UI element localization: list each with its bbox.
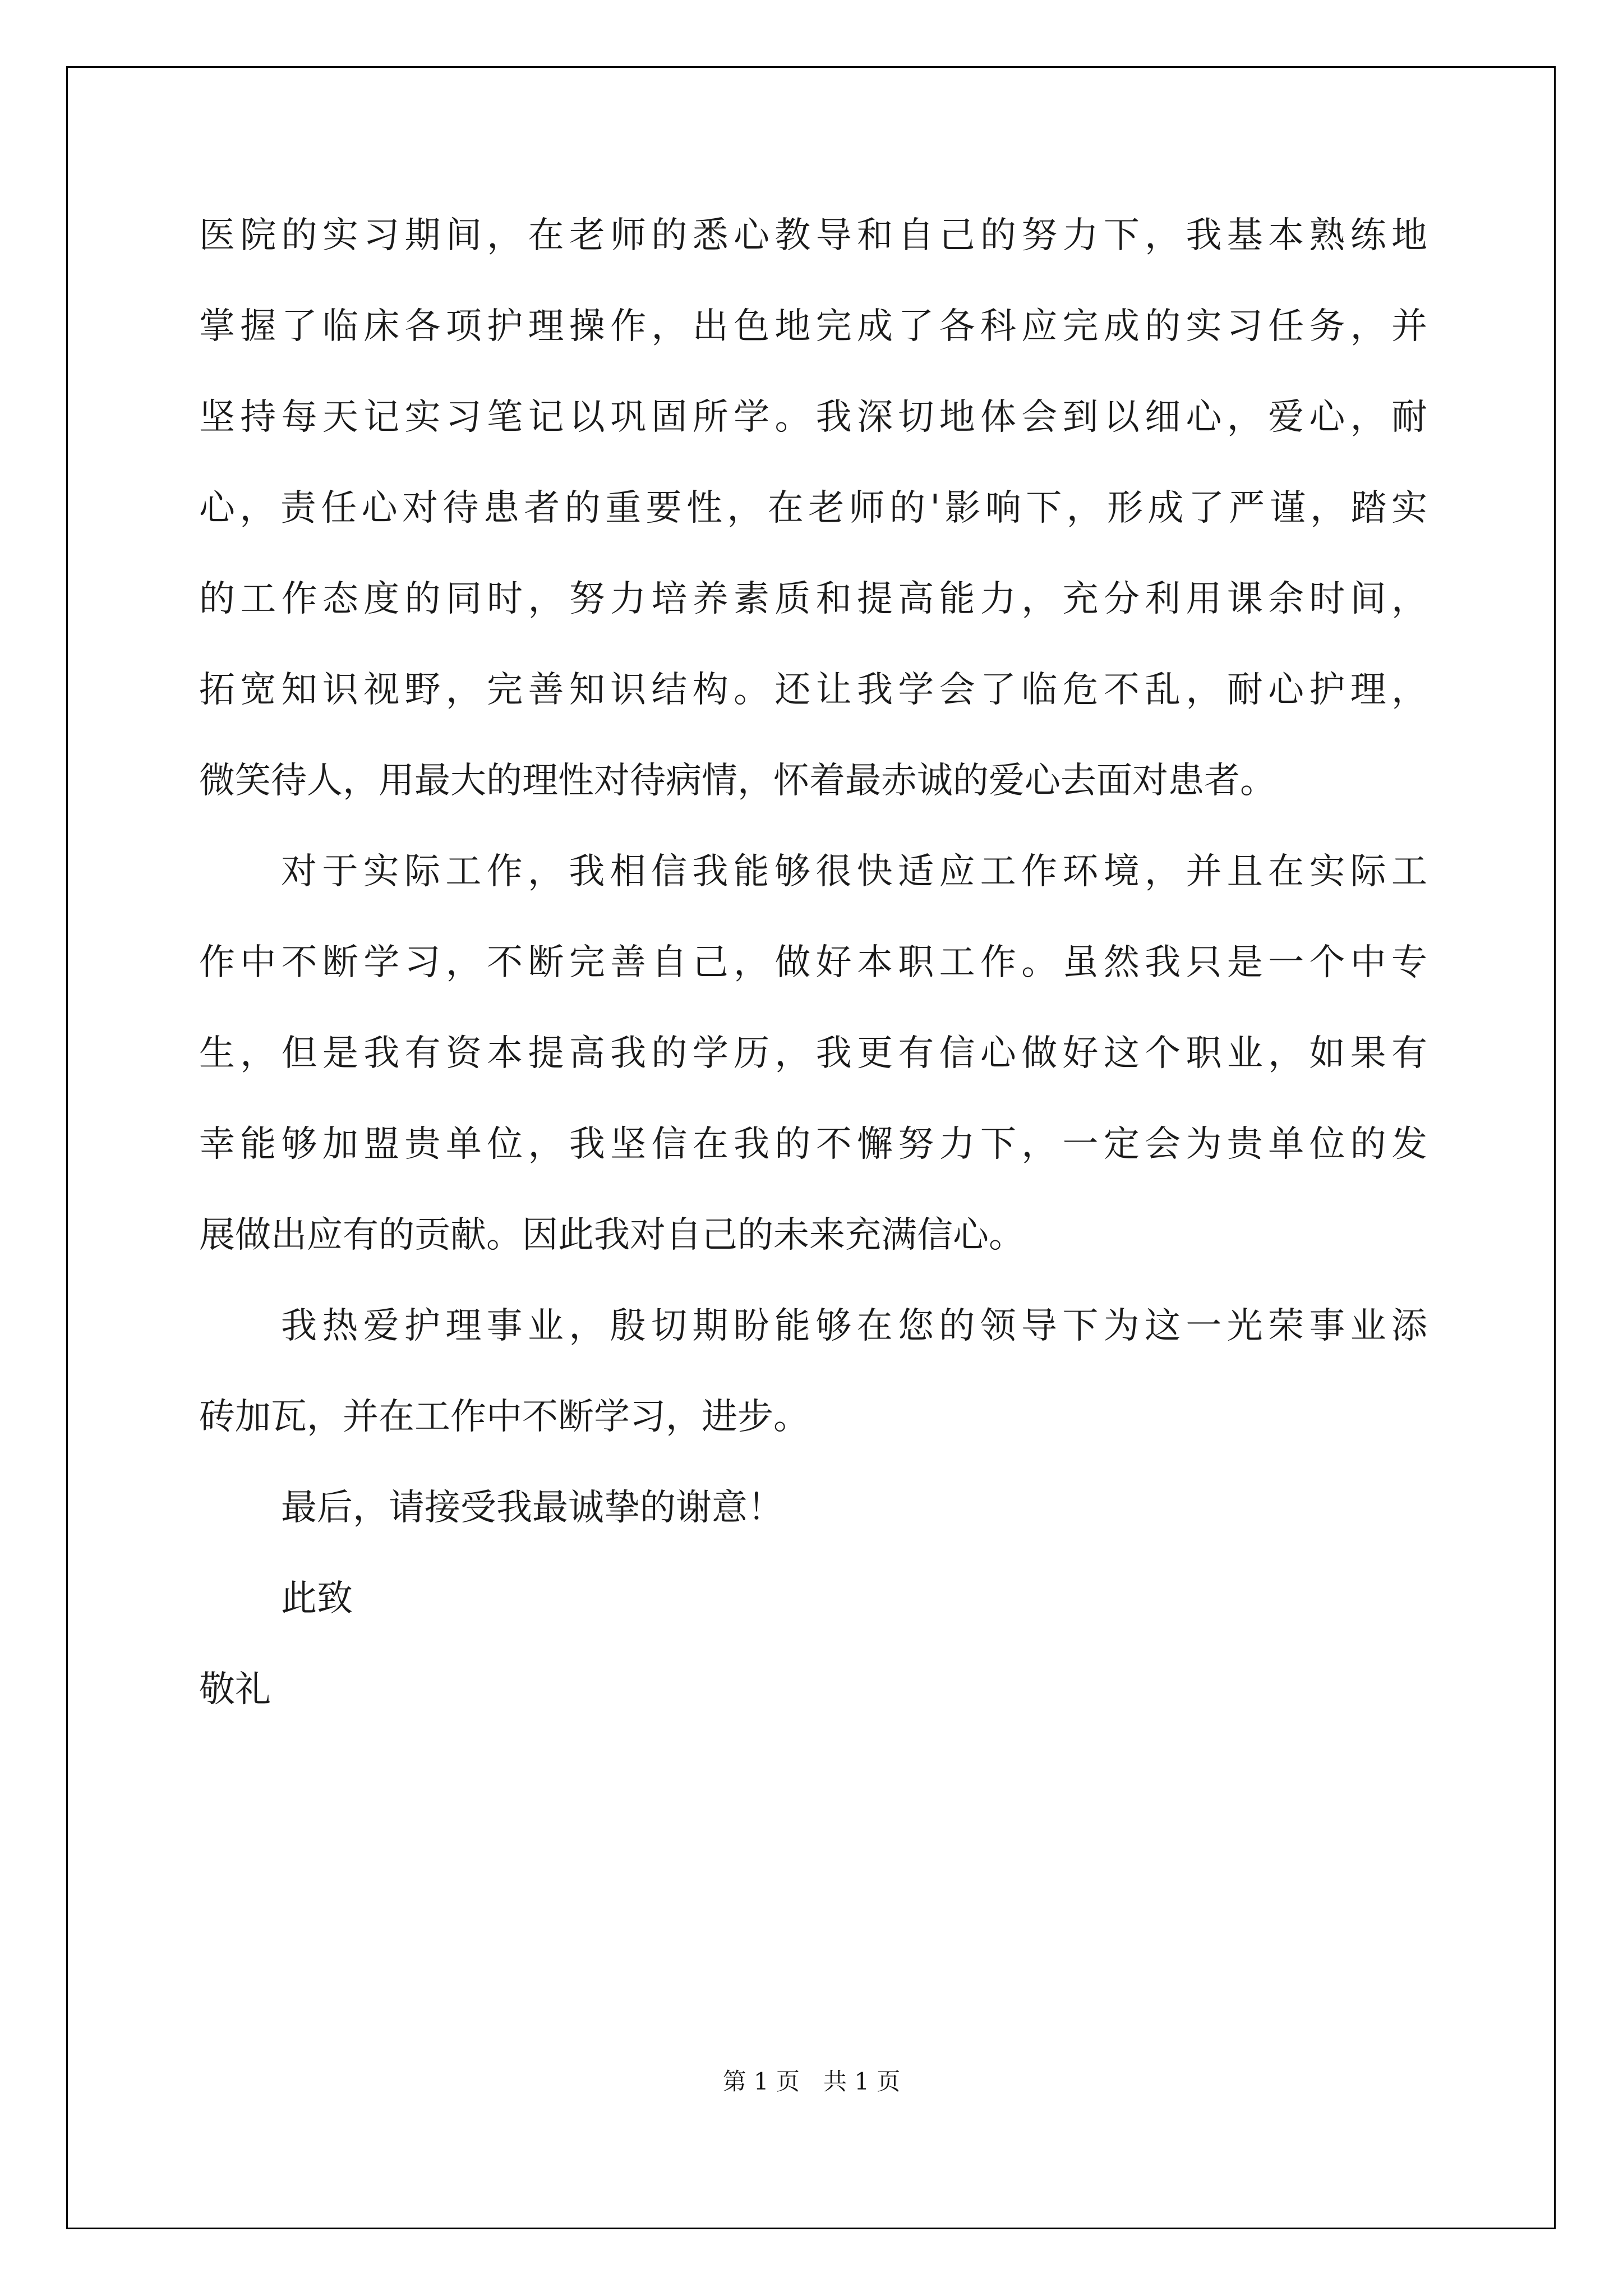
text-line: 对于实际工作，我相信我能够很快适应工作环境，并且在实际工 [281,851,1427,892]
text-line: 心，责任心对待患者的重要性，在老师的'影响下，形成了严谨，踏实 [199,487,1427,529]
letter-body [199,213,1427,1758]
text-line: 展做出应有的贡献。因此我对自己的未来充满信心。 [199,1214,1025,1256]
text-line: 医院的实习期间，在老师的悉心教导和自己的努力下，我基本熟练地 [199,215,1427,256]
page-number: 第 1 页 共 1 页 [722,2068,901,2095]
text-line: 微笑待人，用最大的理性对待病情，怀着最赤诚的爱心去面对患者。 [199,760,1276,802]
text-line: 生，但是我有资本提高我的学历，我更有信心做好这个职业，如果有 [199,1033,1427,1074]
text-line: 掌握了临床各项护理操作，出色地完成了各科应完成的实习任务，并 [199,306,1427,347]
text-line: 拓宽知识视野，完善知识结构。还让我学会了临危不乱，耐心护理， [199,669,1427,711]
closing-thanks: 最后，请接受我最诚挚的谢意！ [281,1487,783,1529]
text-line: 作中不断学习，不断完善自己，做好本职工作。虽然我只是一个中专 [199,942,1427,983]
text-line: 幸能够加盟贵单位，我坚信在我的不懈努力下，一定会为贵单位的发 [199,1124,1427,1165]
text-line: 的工作态度的同时，努力培养素质和提高能力，充分利用课余时间， [199,578,1427,620]
text-line: 我热爱护理事业，殷切期盼能够在您的领导下为这一光荣事业添 [281,1305,1427,1347]
text-line: 坚持每天记实习笔记以巩固所学。我深切地体会到以细心，爱心，耐 [199,397,1427,438]
salutation-jingli: 敬礼 [199,1669,271,1710]
text-line: 砖加瓦，并在工作中不断学习，进步。 [199,1396,809,1438]
salutation-cizhi: 此致 [281,1578,353,1619]
